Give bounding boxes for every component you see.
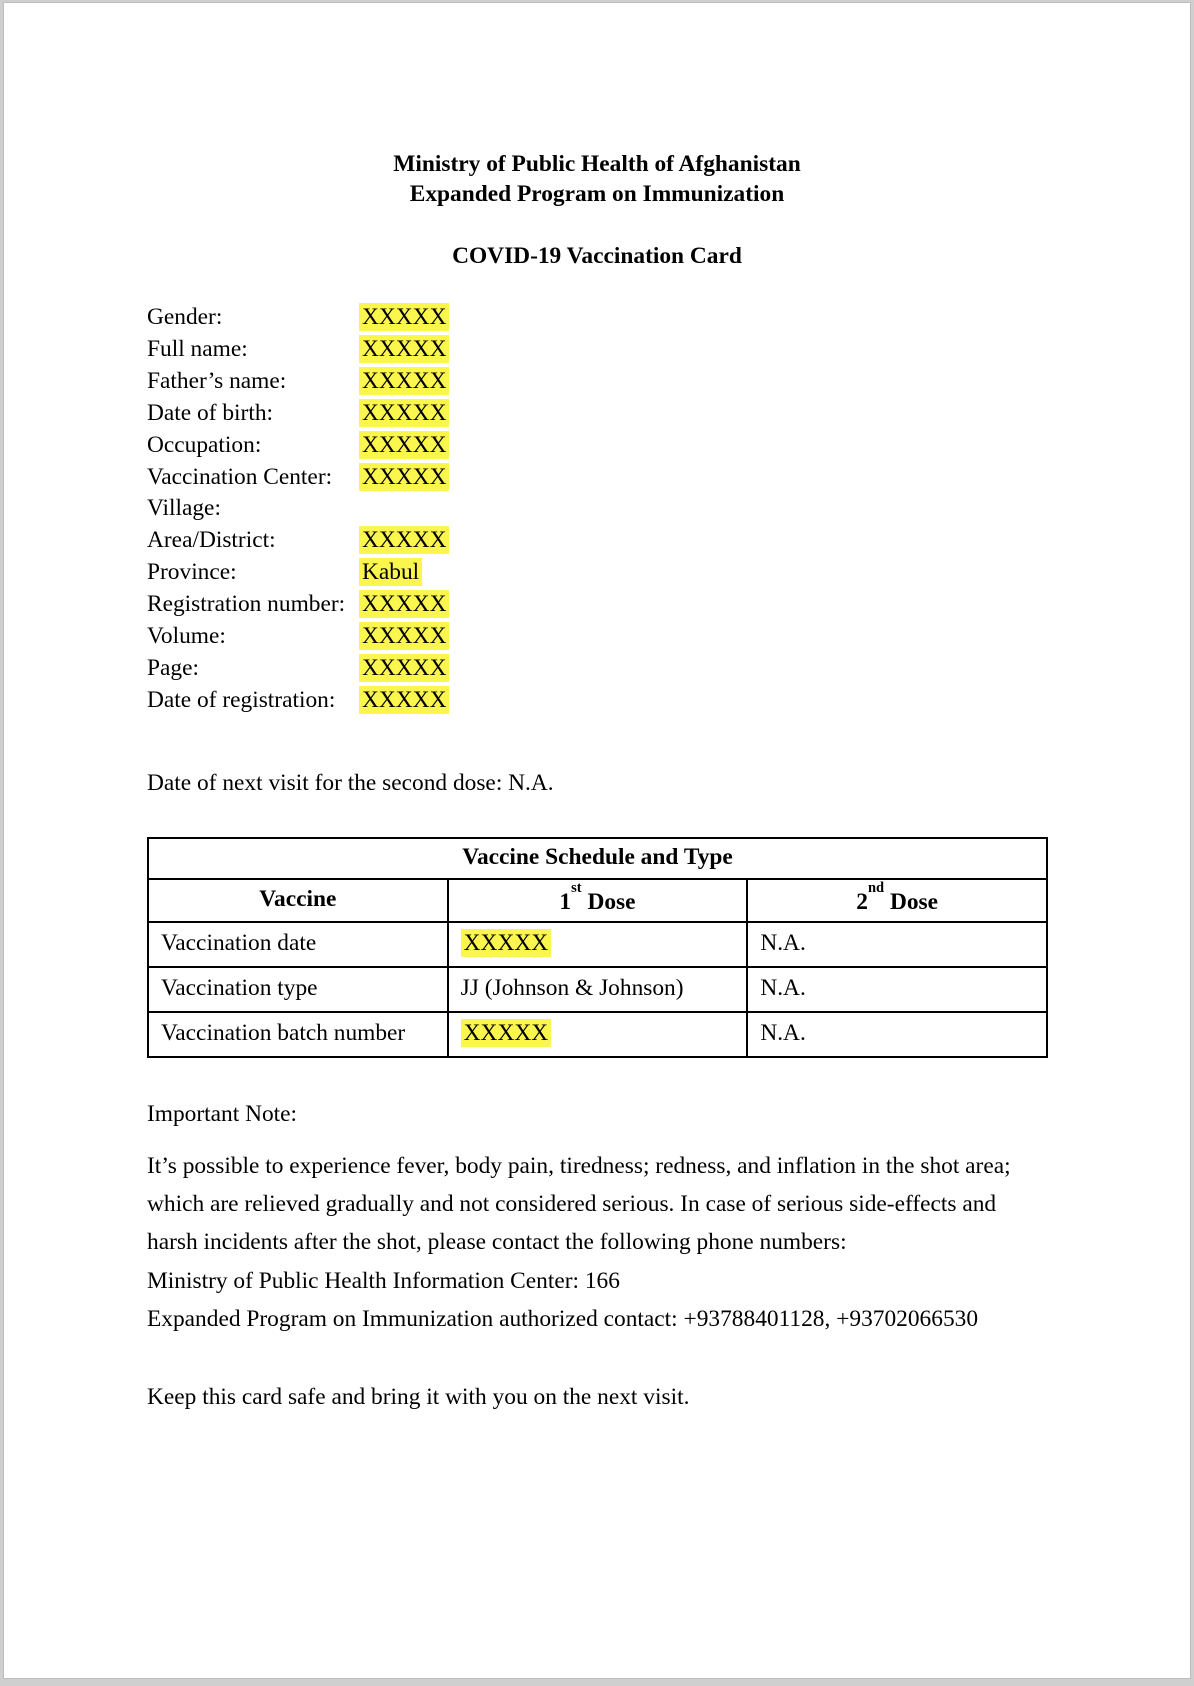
field-value: Kabul bbox=[359, 558, 422, 586]
important-note-section bbox=[147, 1095, 1047, 1338]
page-sheet bbox=[3, 2, 1191, 1679]
document-header bbox=[147, 149, 1047, 209]
field-row-gender bbox=[147, 302, 1047, 334]
field-row-full-name bbox=[147, 334, 1047, 366]
field-row-occupation bbox=[147, 430, 1047, 462]
table-row-vaccination-batch-number bbox=[148, 1012, 1047, 1057]
field-label: Occupation: bbox=[147, 431, 262, 458]
card-title: COVID-19 Vaccination Card bbox=[452, 243, 742, 269]
field-value: XXXXX bbox=[359, 463, 449, 491]
field-label: Date of birth: bbox=[147, 399, 274, 426]
field-label: Village: bbox=[147, 495, 221, 522]
field-label: Gender: bbox=[147, 304, 223, 330]
field-row-registration-number bbox=[147, 589, 1047, 621]
field-label: Vaccination Center: bbox=[147, 463, 333, 490]
field-label: Volume: bbox=[147, 623, 226, 650]
contact-line-epi: Expanded Program on Immunization authorized contact: +93788401128, +93702066530 bbox=[147, 1305, 979, 1332]
field-row-village bbox=[147, 493, 1047, 525]
field-row-date-of-registration bbox=[147, 685, 1047, 717]
column-header-second-dose: 2nd Dose bbox=[747, 879, 1047, 922]
field-label: Date of registration: bbox=[147, 686, 336, 713]
field-row-page bbox=[147, 653, 1047, 685]
table-row-vaccination-date bbox=[148, 922, 1047, 967]
row-label: Vaccination type bbox=[148, 967, 448, 1012]
field-label: Area/District: bbox=[147, 527, 276, 554]
field-value: XXXXX bbox=[359, 590, 449, 618]
field-label: Province: bbox=[147, 559, 237, 586]
field-value: XXXXX bbox=[359, 367, 449, 395]
table-row-vaccination-type bbox=[148, 967, 1047, 1012]
field-value: XXXXX bbox=[359, 303, 449, 331]
dose2-value: N.A. bbox=[747, 967, 1047, 1012]
dose1-value: JJ (Johnson & Johnson) bbox=[460, 975, 684, 1002]
field-label: Father’s name: bbox=[147, 367, 287, 394]
field-row-fathers-name bbox=[147, 366, 1047, 398]
field-value: XXXXX bbox=[359, 686, 449, 714]
column-header-first-dose: 1st Dose bbox=[448, 879, 748, 922]
dose1-value: XXXXX bbox=[461, 1019, 551, 1047]
column-header-vaccine: Vaccine bbox=[148, 879, 448, 922]
field-label: Registration number: bbox=[147, 591, 346, 618]
next-visit-note: Date of next visit for the second dose: N.A. bbox=[147, 769, 554, 796]
vaccination-card-document bbox=[4, 149, 1190, 1416]
field-value: XXXXX bbox=[359, 399, 449, 427]
footer-note: Keep this card safe and bring it with you on the next visit. bbox=[147, 1384, 690, 1410]
field-row-vaccination-center bbox=[147, 462, 1047, 494]
row-label: Vaccination date bbox=[148, 922, 448, 967]
dose2-value: N.A. bbox=[747, 922, 1047, 967]
field-label: Full name: bbox=[147, 335, 248, 362]
field-row-province bbox=[147, 557, 1047, 589]
vaccine-schedule-table bbox=[147, 837, 1048, 1058]
dose1-value: XXXXX bbox=[461, 929, 551, 957]
field-row-volume bbox=[147, 621, 1047, 653]
program-title: Expanded Program on Immunization bbox=[409, 181, 785, 207]
row-label: Vaccination batch number bbox=[148, 1012, 448, 1057]
contact-line-ministry: Ministry of Public Health Information Center: 166 bbox=[147, 1267, 620, 1294]
note-body: It’s possible to experience fever, body pain, tiredness; redness, and inflation in the shot area; which are relieved gradually and not considered serious. In case of serious side-effects and harsh incidents after the shot, please contact the following phone numbers: bbox=[147, 1152, 1011, 1256]
note-heading: Important Note: bbox=[147, 1100, 298, 1127]
table-title: Vaccine Schedule and Type bbox=[148, 838, 1047, 879]
personal-fields bbox=[147, 302, 1047, 717]
field-label: Page: bbox=[147, 654, 199, 681]
field-row-area-district bbox=[147, 525, 1047, 557]
dose2-value: N.A. bbox=[747, 1012, 1047, 1057]
field-value: XXXXX bbox=[359, 622, 449, 650]
ministry-title: Ministry of Public Health of Afghanistan bbox=[393, 151, 801, 177]
field-row-date-of-birth bbox=[147, 398, 1047, 430]
field-value: XXXXX bbox=[359, 335, 449, 363]
field-value: XXXXX bbox=[359, 526, 449, 554]
field-value: XXXXX bbox=[359, 654, 449, 682]
field-value: XXXXX bbox=[359, 431, 449, 459]
